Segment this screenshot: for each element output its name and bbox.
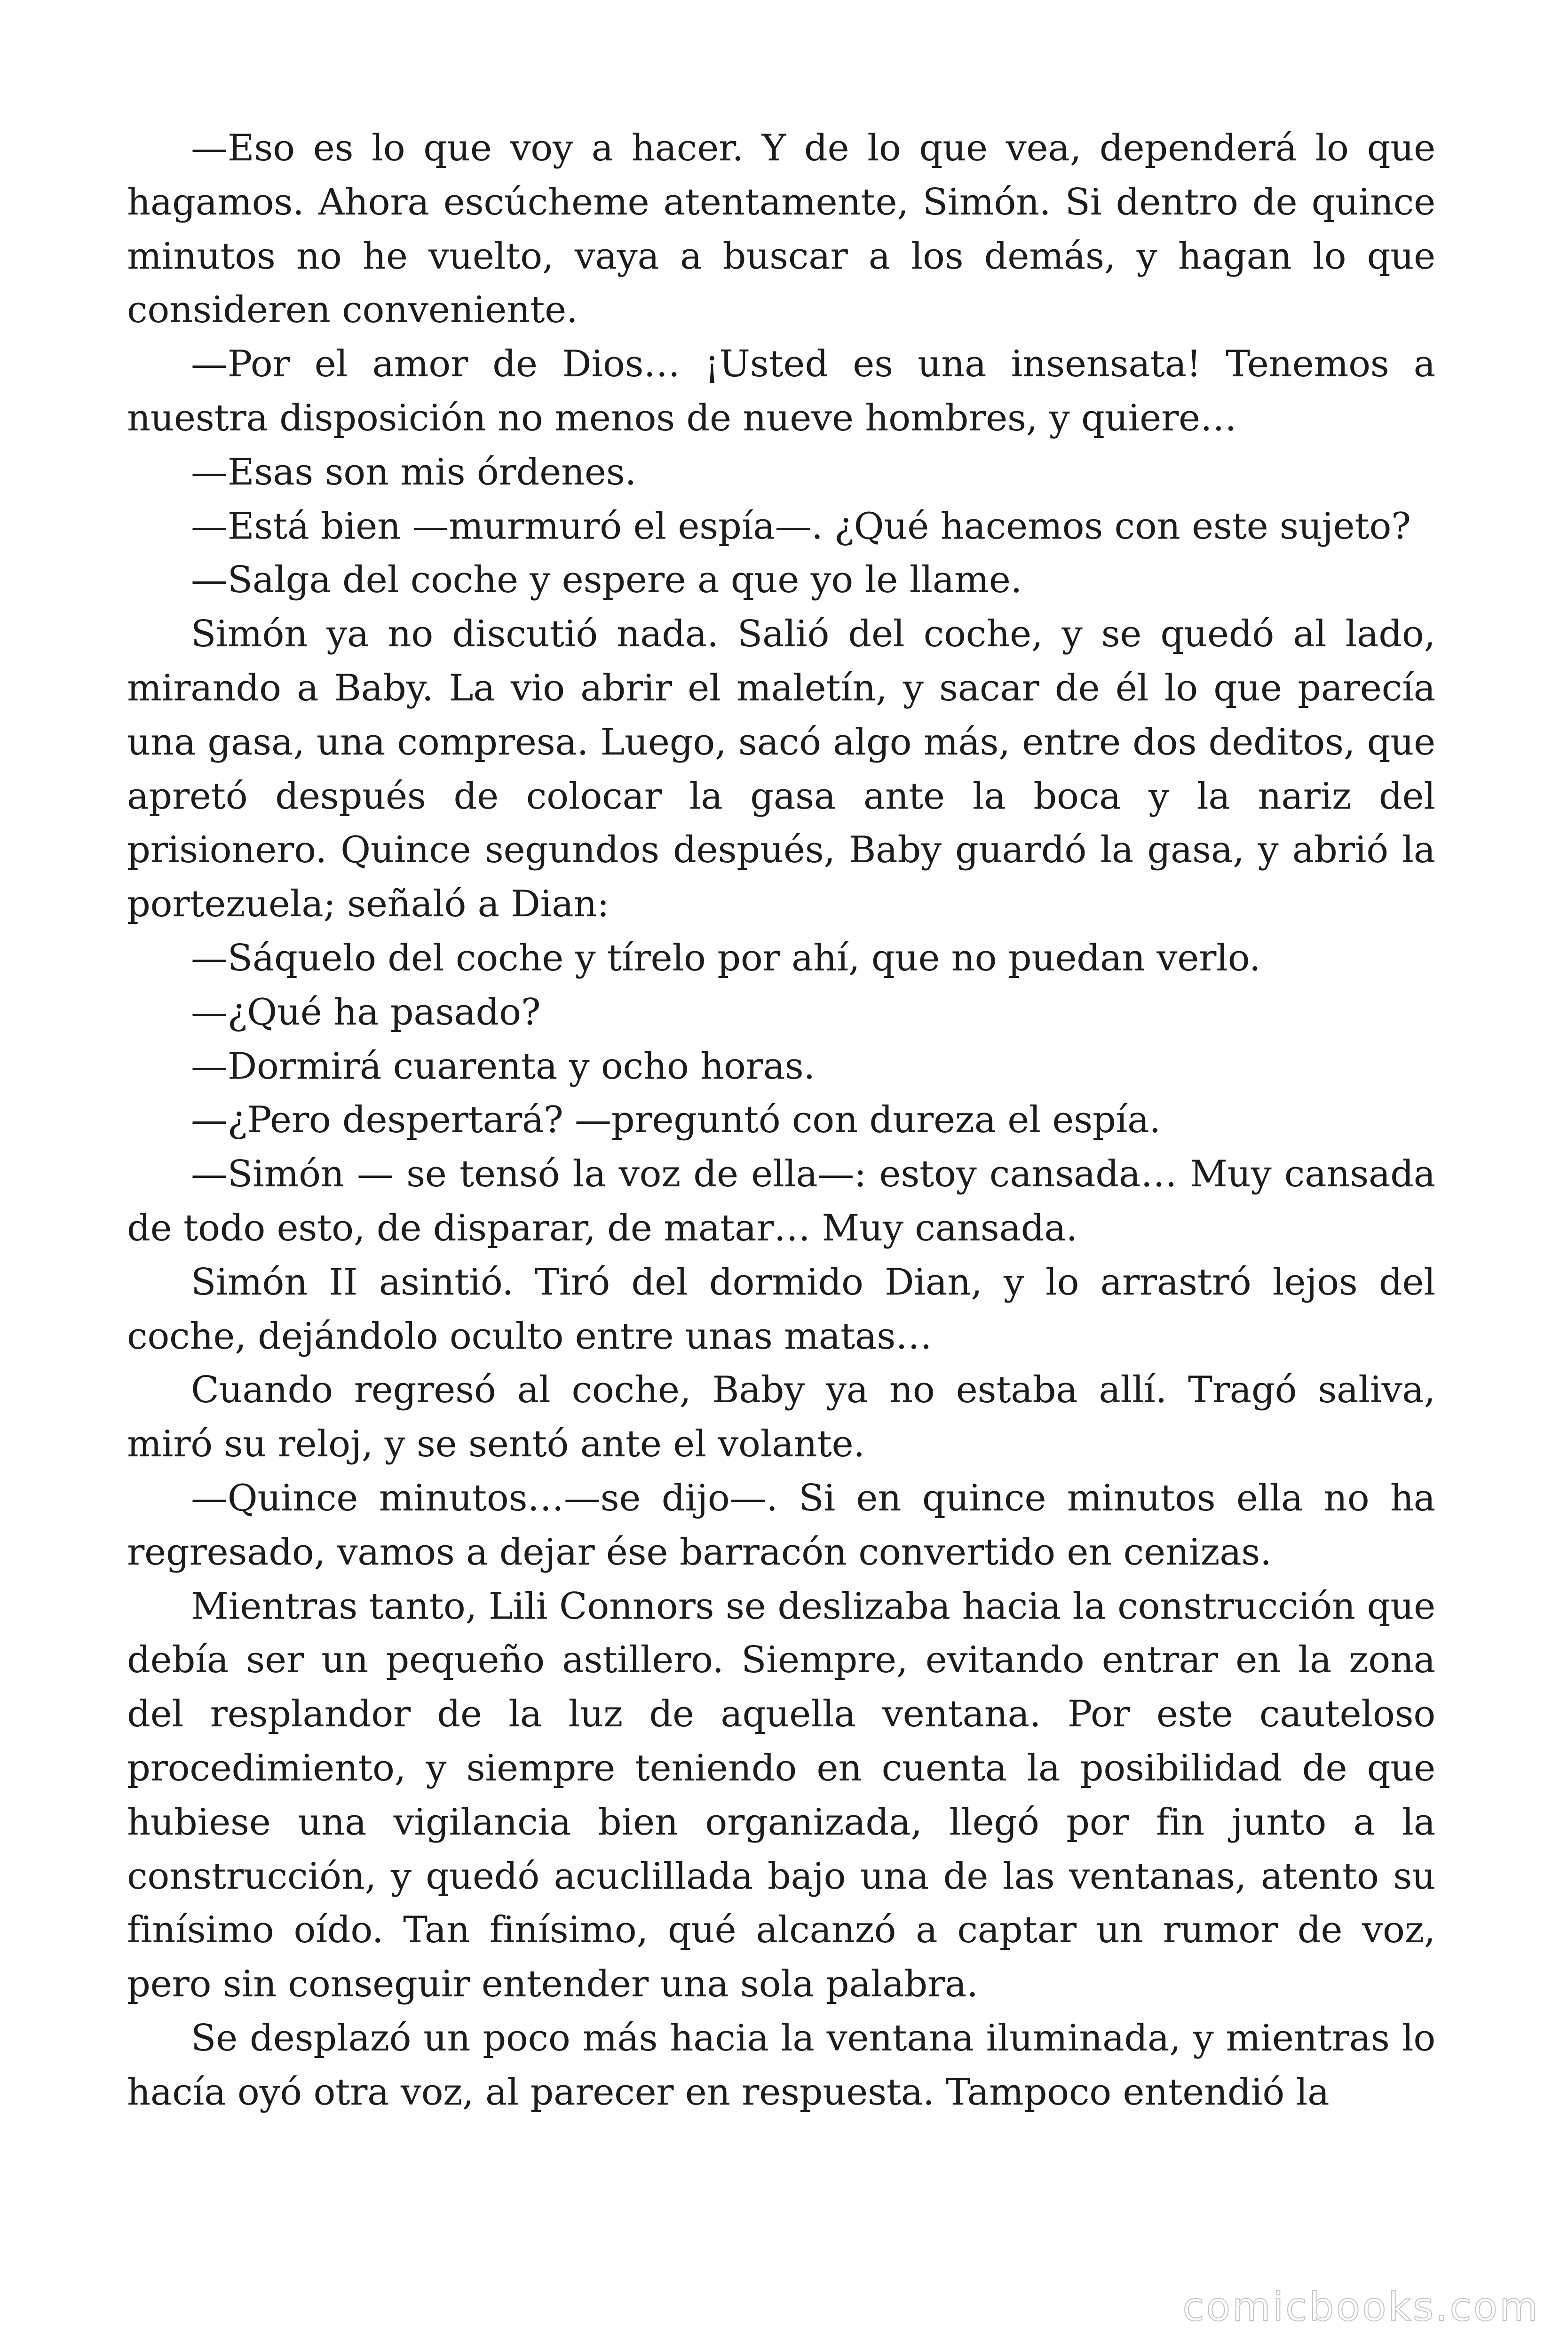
watermark: comicbooks.com	[1182, 2284, 1540, 2330]
paragraph: —¿Pero despertará? —preguntó con dureza el espía.	[191, 1099, 1161, 1142]
paragraph: —Sáquelo del coche y tírelo por ahí, que no puedan verlo.	[191, 937, 1261, 979]
paragraph: —Quince minutos…—se dijo—. Si en quince minutos ella no ha regresado, vamos a dejar ése barracón convertido en cenizas.	[127, 1477, 1435, 1573]
paragraph: Mientras tanto, Lili Connors se deslizaba hacia la construcción que debía ser un pequeño astillero. Siempre, evitando entrar en la zona del resplandor de la luz de aquella ventana. Por este cauteloso procedimiento, y siempre teniendo en cuenta la posibilidad de que hubiese una vigilancia bien organizada, llegó por fin junto a la construcción, y quedó acuclillada bajo una de las ventanas, atento su finísimo oído. Tan finísimo, qué alcanzó a captar un rumor de voz, pero sin conseguir entender una sola palabra.	[127, 1585, 1435, 2006]
paragraph: Simón ya no discutió nada. Salió del coche, y se quedó al lado, mirando a Baby. La vio abrir el maletín, y sacar de él lo que parecía una gasa, una compresa. Luego, sacó algo más, entre dos deditos, que apretó después de colocar la gasa ante la boca y la nariz del prisionero. Quince segundos después, Baby guardó la gasa, y abrió la portezuela; señaló a Dian:	[127, 613, 1435, 926]
paragraph: —¿Qué ha pasado?	[191, 991, 541, 1033]
paragraph: —Por el amor de Dios… ¡Usted es una insensata! Tenemos a nuestra disposición no menos de nueve hombres, y quiere…	[127, 343, 1435, 439]
paragraph: —Está bien —murmuró el espía—. ¿Qué hacemos con este sujeto?	[191, 505, 1411, 548]
paragraph: —Eso es lo que voy a hacer. Y de lo que vea, dependerá lo que hagamos. Ahora escúcheme atentamente, Simón. Si dentro de quince minutos no he vuelto, vaya a buscar a los demás, y hagan lo que consideren conveniente.	[127, 127, 1435, 332]
paragraph: —Dormirá cuarenta y ocho horas.	[191, 1045, 816, 1088]
paragraph: Cuando regresó al coche, Baby ya no estaba allí. Tragó saliva, miró su reloj, y se sentó ante el volante.	[127, 1369, 1435, 1466]
page-body	[127, 121, 1435, 2119]
paragraph: —Esas son mis órdenes.	[191, 451, 636, 493]
paragraph: Se desplazó un poco más hacia la ventana iluminada, y mientras lo hacía oyó otra voz, al parecer en respuesta. Tampoco entendió la	[127, 2017, 1435, 2114]
paragraph: —Salga del coche y espere a que yo le llame.	[191, 559, 1022, 602]
paragraph: —Simón — se tensó la voz de ella—: estoy cansada… Muy cansada de todo esto, de disparar, de matar… Muy cansada.	[127, 1153, 1435, 1249]
paragraph: Simón II asintió. Tiró del dormido Dian, y lo arrastró lejos del coche, dejándolo oculto entre unas matas…	[127, 1261, 1435, 1358]
